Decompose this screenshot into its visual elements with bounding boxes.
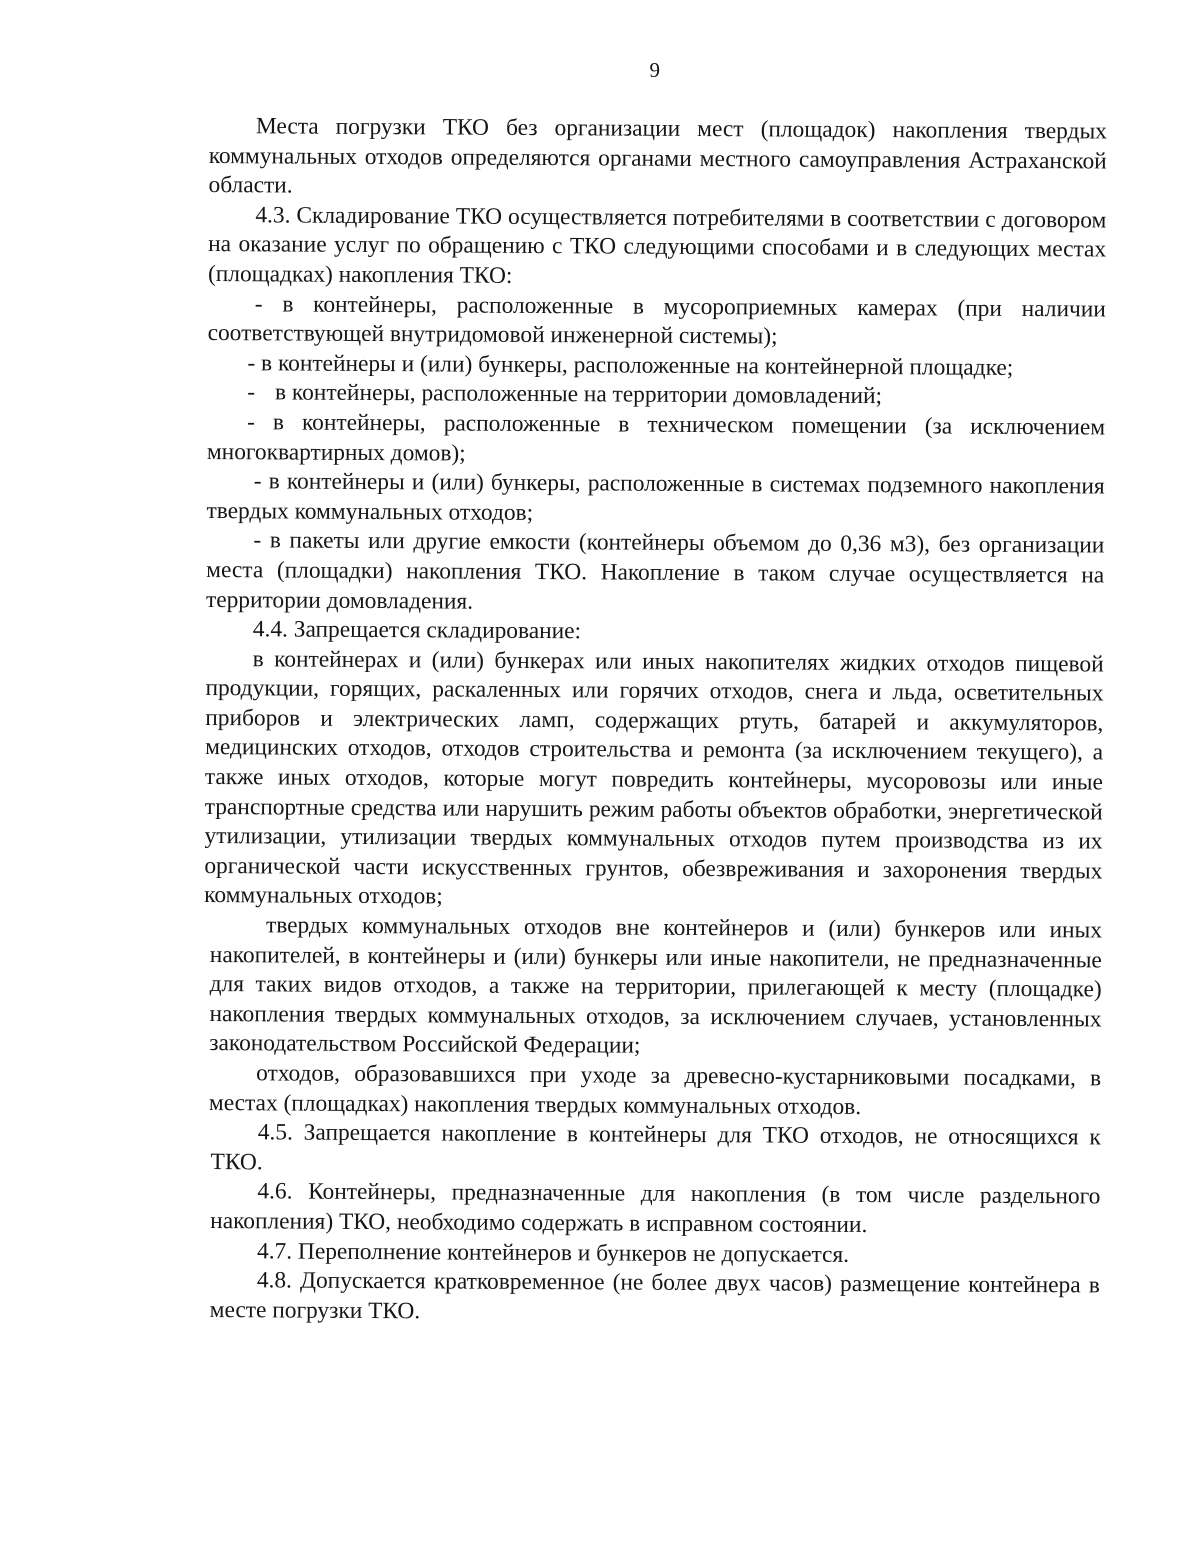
paragraph-prohibited-plant-waste: отходов, образовавшихся при уходе за древесно-кустарниковыми посадками, в местах (площадках) накопления твердых коммунальных отходов. [208,1060,1102,1120]
paragraph-4-6: 4.6. Контейнеры, предназначенные для накопления (в том числе раздельного накопления) ТКО, необходимо содержать в исправном состоянии. [210,1178,1101,1239]
list-marker-dash: - [247,379,256,406]
paragraph-prohibited-outside-containers: твердых коммунальных отходов вне контейнеров и (или) бункеров или иных накопителей, в контейнеры и (или) бункеры или иные накопители, не предназначенные для таких видов отходов, а также на территории, прилегающей к месту (площадке) накопления твердых коммунальных отходов, за исключением случаев, установленных законодательством Российской Федерации; [209,912,1103,1060]
page-number: 9 [649,58,661,82]
list-item-household-text: в контейнеры, расположенные на территории домовладений; [275,379,883,410]
paragraph-prohibited-in-containers: в контейнерах и (или) бункерах или иных накопителях жидких отходов пищевой продукции, горящих, раскаленных или горячих отходов, снега и льда, осветительных приборов и электрических ламп, содержащих ртуть, батарей и аккумуляторов, медицинских отходов, отходов строительства и ремонта (за исключением текущего), а также иных отходов, которые могут повредить контейнеры, мусоровозы или иные транспортные средства или нарушить режим работы объектов обработки, энергетической утилизации, утилизации твердых коммунальных отходов путем производства из их органической части искусственных грунтов, обезвреживания и захоронения твердых коммунальных отходов; [204,645,1104,910]
paragraph-4-8: 4.8. Допускается кратковременное (не более двух часов) размещение контейнера в месте погрузки ТКО. [209,1267,1100,1325]
document-body [202,112,1107,1331]
list-item-garbage-chambers: - в контейнеры, расположенные в мусороприемных камерах (при наличии соответствующей внутридомовой инженерной системы); [207,290,1106,350]
paragraph-4-7: 4.7. Переполнение контейнеров и бункеров не допускается. [256,1237,850,1268]
paragraph-4-3: 4.3. Складирование ТКО осуществляется потребителями в соответствии с договором на оказание услуг по обращению с ТКО следующими способами и в следующих местах (площадках) накопления ТКО: [207,202,1107,289]
list-item-bags: - в пакеты или другие емкости (контейнеры объемом до 0,36 м3), без организации места (площадки) накопления ТКО. Накопление в таком случае осуществляется на территории домовладения. [205,527,1105,615]
paragraph-4-5: 4.5. Запрещается накопление в контейнеры для ТКО отходов, не относящихся к ТКО. [210,1119,1101,1176]
paragraph-loading-places: Места погрузки ТКО без организации мест (площадок) накопления твердых коммунальных отходов определяются органами местного самоуправления Астраханской области. [208,113,1107,199]
list-item-underground-systems: - в контейнеры и (или) бункеры, расположенные в системах подземного накопления твердых коммунальных отходов; [206,468,1105,526]
list-item-container-site: - в контейнеры и (или) бункеры, расположенные на контейнерной площадке; [247,349,1014,381]
list-item-technical-room: - в контейнеры, расположенные в техническом помещении (за исключением многоквартирных домов); [206,409,1106,467]
paragraph-4-4: 4.4. Запрещается складирование: [252,616,582,645]
